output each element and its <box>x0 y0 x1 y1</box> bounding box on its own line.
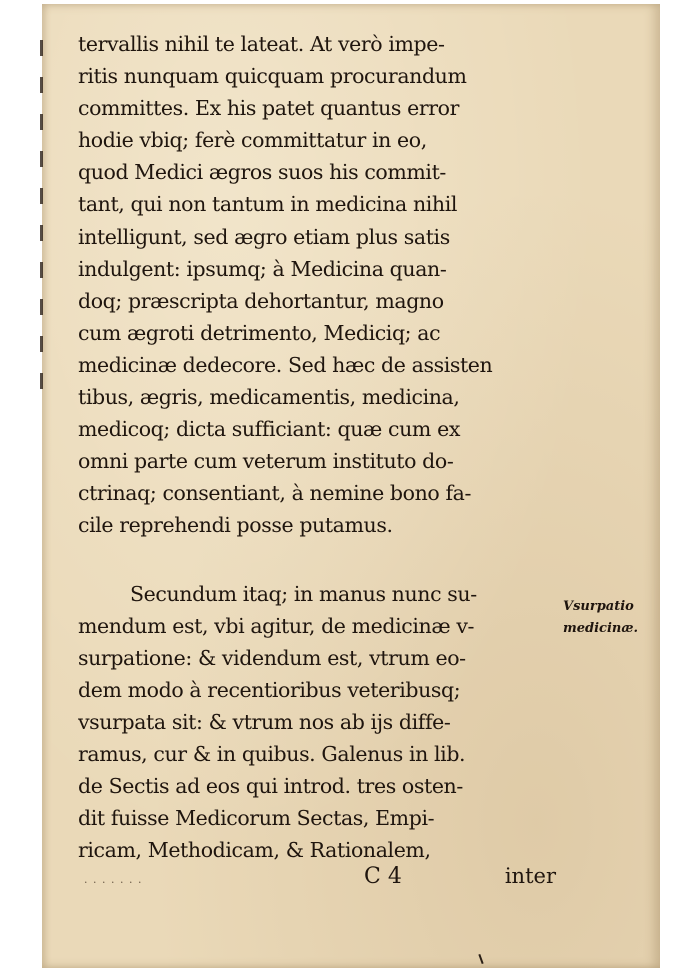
text-line: committes. Ex his patet quantus error <box>78 96 460 121</box>
text-line: ricam, Methodicam, & Rationalem, <box>78 838 431 863</box>
paragraph-2 <box>78 578 558 867</box>
text-line: quod Medici ægros suos his commit- <box>78 160 446 185</box>
catchword: inter <box>504 864 556 888</box>
text-line: tibus, ægris, medicamentis, medicina, <box>78 385 460 410</box>
paragraph-gap <box>78 542 558 578</box>
text-line: vsurpata sit: & vtrum nos ab ijs diffe- <box>78 709 451 734</box>
paragraph-1 <box>78 28 558 542</box>
text-line: surpatione: & videndum est, vtrum eo- <box>78 645 466 670</box>
text-line: tant, qui non tantum in medicina nihil <box>78 192 458 217</box>
text-line: hodie vbiq; ferè committatur in eo, <box>78 128 427 153</box>
footer-smudge: · · · · · · · <box>84 876 143 889</box>
text-line: ritis nunquam quicquam procurandum <box>78 64 467 89</box>
gutter-bleed-marks <box>40 40 50 410</box>
text-line: tervallis nihil te lateat. At verò impe- <box>78 32 445 56</box>
text-line: intelligunt, sed ægro etiam plus satis <box>78 224 450 249</box>
text-line: dem modo à recentioribus veteribusq; <box>78 677 461 702</box>
text-line: doq; præscripta dehortantur, magno <box>78 288 444 313</box>
margin-note-line: Vsurpatio <box>563 599 634 614</box>
text-line: indulgent: ipsumq; à Medicina quan- <box>78 256 447 281</box>
text-line: ramus, cur & in quibus. Galenus in lib. <box>78 741 466 766</box>
page-footer <box>78 864 558 898</box>
text-line: de Sectis ad eos qui introd. tres osten- <box>78 774 463 799</box>
text-line: medicinæ dedecore. Sed hæc de assisten <box>78 352 493 377</box>
text-line: cum ægroti detrimento, Mediciq; ac <box>78 320 441 345</box>
page-body-text <box>78 28 558 866</box>
signature-mark: C 4 <box>364 864 402 889</box>
margin-note-line: medicinæ. <box>563 621 638 636</box>
margin-note <box>563 596 658 640</box>
text-line: medicoq; dicta sufficiant: quæ cum ex <box>78 417 460 442</box>
text-line: omni parte cum veterum instituto do- <box>78 449 454 474</box>
text-line: ctrinaq; consentiant, à nemine bono fa- <box>78 481 471 506</box>
text-line: cile reprehendi posse putamus. <box>78 513 393 538</box>
text-line: dit fuisse Medicorum Sectas, Empi- <box>78 806 435 831</box>
text-line: mendum est, vbi agitur, de medicinæ v- <box>78 613 475 638</box>
text-line: Secundum itaq; in manus nunc su- <box>130 581 477 606</box>
